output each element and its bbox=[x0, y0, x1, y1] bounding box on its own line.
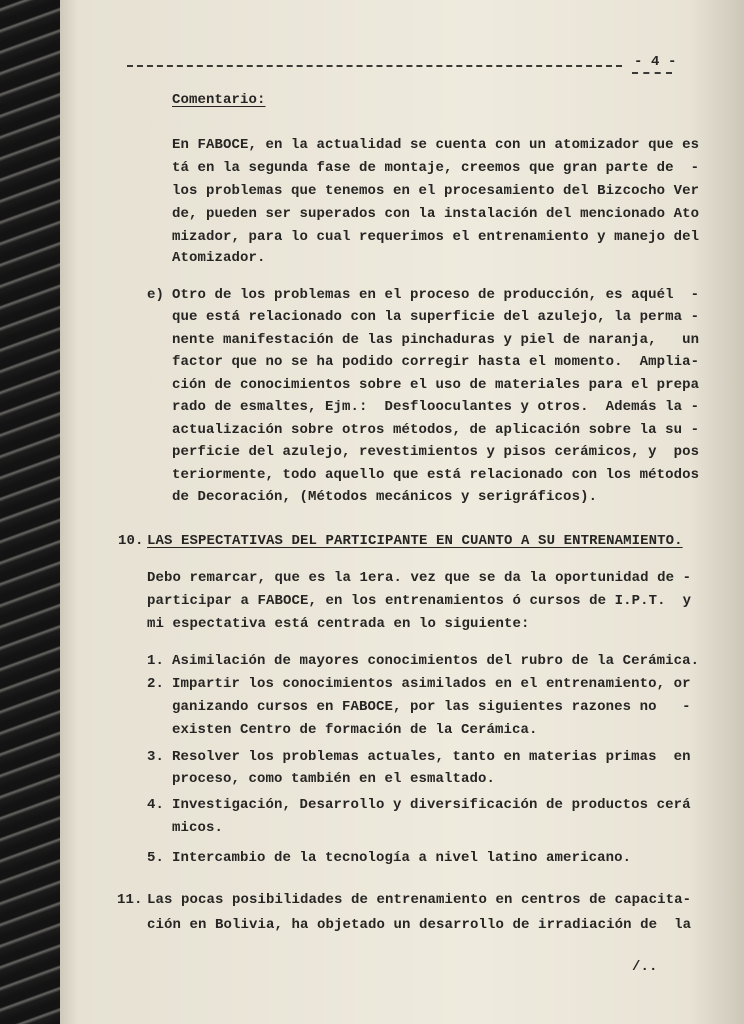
page-number: - 4 - bbox=[634, 54, 677, 70]
list-item: micos. bbox=[172, 820, 224, 836]
paragraph-line: ción de conocimientos sobre el uso de materiales para el prepa bbox=[172, 377, 700, 393]
paragraph-line: mi espectativa está centrada en lo siguiente: bbox=[147, 616, 530, 632]
paragraph-line: En FABOCE, en la actualidad se cuenta con un atomizador que es bbox=[172, 137, 700, 153]
section-heading: LAS ESPECTATIVAS DEL PARTICIPANTE EN CUANTO A SU ENTRENAMIENTO. bbox=[147, 533, 683, 549]
continuation-mark: /.. bbox=[632, 959, 658, 975]
paragraph-line: Atomizador. bbox=[172, 250, 266, 266]
paragraph-line: Otro de los problemas en el proceso de producción, es aquél - bbox=[172, 287, 700, 303]
list-item: proceso, como también en el esmaltado. bbox=[172, 771, 496, 787]
page-number-rule bbox=[632, 72, 672, 74]
section-number: 10. bbox=[118, 533, 144, 549]
paragraph-line: tá en la segunda fase de montaje, creemos que gran parte de - bbox=[172, 160, 700, 176]
spiral-coils bbox=[0, 0, 62, 1024]
paragraph-line: ción en Bolivia, ha objetado un desarrollo de irradiación de la bbox=[147, 917, 692, 933]
comentario-title: Comentario: bbox=[172, 92, 266, 108]
list-number: 1. bbox=[147, 653, 165, 669]
section-number: 11. bbox=[117, 892, 143, 908]
list-item: ganizando cursos en FABOCE, por las siguientes razones no - bbox=[172, 699, 691, 715]
list-number: 5. bbox=[147, 850, 165, 866]
paragraph-line: factor que no se ha podido corregir hasta el momento. Amplia- bbox=[172, 354, 700, 370]
list-number: 3. bbox=[147, 749, 165, 765]
document-page bbox=[60, 0, 744, 1024]
paragraph-line: los problemas que tenemos en el procesamiento del Bizcocho Ver bbox=[172, 183, 700, 199]
list-item: Impartir los conocimientos asimilados en el entrenamiento, or bbox=[172, 676, 691, 692]
paragraph-line: que está relacionado con la superficie del azulejo, la perma - bbox=[172, 309, 700, 325]
paragraph-line: rado de esmaltes, Ejm.: Desflooculantes y otros. Además la - bbox=[172, 399, 700, 415]
paragraph-line: Debo remarcar, que es la 1era. vez que se da la oportunidad de - bbox=[147, 570, 692, 586]
paragraph-line: perficie del azulejo, revestimientos y pisos cerámicos, y pos bbox=[172, 444, 700, 460]
list-number: 4. bbox=[147, 797, 165, 813]
list-item: existen Centro de formación de la Cerámica. bbox=[172, 722, 538, 738]
paragraph-line: mizador, para lo cual requerimos el entrenamiento y manejo del bbox=[172, 229, 700, 245]
paragraph-line: de Decoración, (Métodos mecánicos y serigráficos). bbox=[172, 489, 598, 505]
list-item: Asimilación de mayores conocimientos del rubro de la Cerámica. bbox=[172, 653, 700, 669]
paragraph-line: actualización sobre otros métodos, de aplicación sobre la su - bbox=[172, 422, 700, 438]
header-rule bbox=[127, 65, 622, 67]
paragraph-line: participar a FABOCE, en los entrenamientos ó cursos de I.P.T. y bbox=[147, 593, 692, 609]
paragraph-line: de, pueden ser superados con la instalación del mencionado Ato bbox=[172, 206, 700, 222]
paragraph-line: Las pocas posibilidades de entrenamiento en centros de capacita- bbox=[147, 892, 692, 908]
list-item: Resolver los problemas actuales, tanto en materias primas en bbox=[172, 749, 691, 765]
list-item: Investigación, Desarrollo y diversificación de productos cerá bbox=[172, 797, 691, 813]
spiral-binding bbox=[0, 0, 62, 1024]
list-item: Intercambio de la tecnología a nivel latino americano. bbox=[172, 850, 632, 866]
list-number: 2. bbox=[147, 676, 165, 692]
item-marker: e) bbox=[147, 287, 165, 303]
paragraph-line: nente manifestación de las pinchaduras y piel de naranja, un bbox=[172, 332, 700, 348]
paragraph-line: teriormente, todo aquello que está relacionado con los métodos bbox=[172, 467, 700, 483]
